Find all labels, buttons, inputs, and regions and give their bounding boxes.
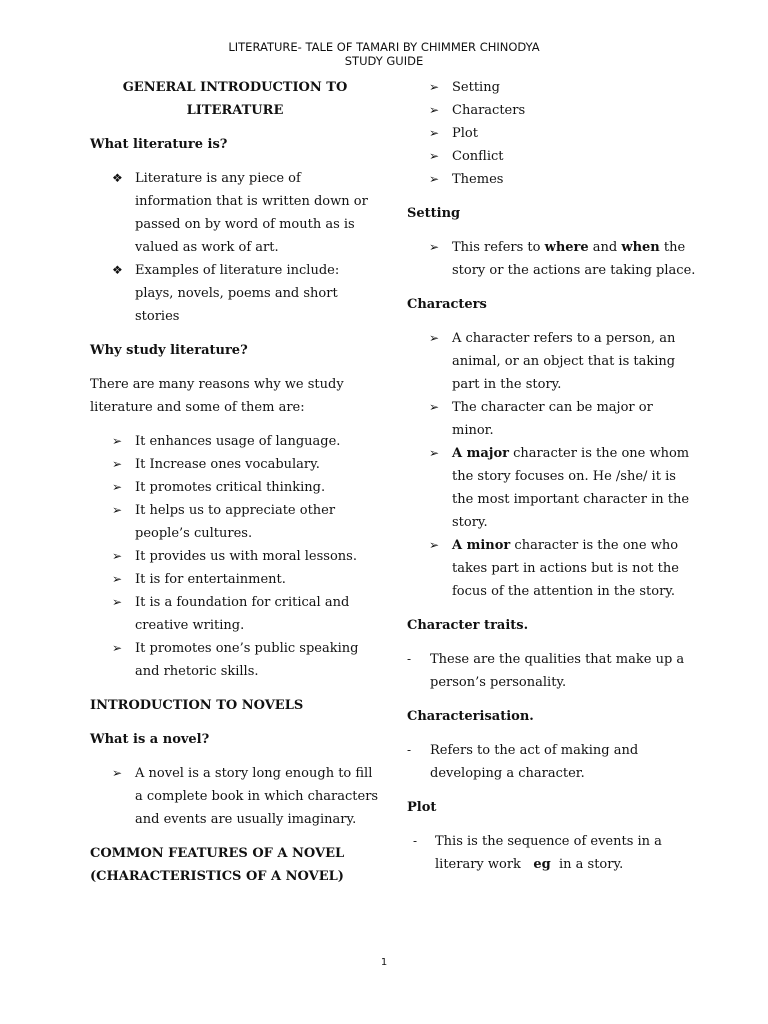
- heading-setting: Setting: [407, 206, 461, 221]
- list-item: ❖ Literature is any piece of information that is written down or passed on by word of mouth as is valued as work of art.: [90, 167, 380, 259]
- header-title: LITERATURE- TALE OF TAMARI BY CHIMMER CHINODYA: [228, 40, 540, 54]
- diamond-bullet-icon: ❖: [112, 171, 123, 185]
- right-column: [407, 76, 697, 876]
- features-list: [407, 76, 697, 191]
- arrow-bullet-icon: ➢: [112, 766, 123, 780]
- heading-characteristics: (CHARACTERISTICS OF A NOVEL): [90, 869, 344, 884]
- list-item: ➢ Plot: [407, 122, 697, 145]
- list-item: ➢ Themes: [407, 168, 697, 191]
- arrow-bullet-icon: ➢: [429, 126, 440, 140]
- arrow-bullet-icon: ➢: [112, 572, 123, 586]
- heading-what-novel: What is a novel?: [90, 732, 210, 747]
- arrow-bullet-icon: ➢: [429, 331, 440, 345]
- arrow-bullet-icon: ➢: [429, 446, 440, 460]
- arrow-bullet-icon: ➢: [112, 503, 123, 517]
- arrow-bullet-icon: ➢: [429, 172, 440, 186]
- characterisation-list: [407, 739, 697, 785]
- arrow-bullet-icon: ➢: [112, 480, 123, 494]
- arrow-bullet-icon: ➢: [112, 549, 123, 563]
- list-item: - Refers to the act of making and developing a character.: [407, 739, 697, 785]
- list-item: ➢ Characters: [407, 99, 697, 122]
- list-item: ➢ It helps us to appreciate other people’s cultures.: [90, 499, 380, 545]
- list-item: ➢ A character refers to a person, an animal, or an object that is taking part in the story.: [407, 327, 697, 396]
- list-item: ➢ It is a foundation for critical and creative writing.: [90, 591, 380, 637]
- list-item: ➢ Conflict: [407, 145, 697, 168]
- list-item: ❖ Examples of literature include: plays, novels, poems and short stories: [90, 259, 380, 328]
- heading-intro-novels: INTRODUCTION TO NOVELS: [90, 698, 304, 713]
- arrow-bullet-icon: ➢: [429, 80, 440, 94]
- arrow-bullet-icon: ➢: [429, 538, 440, 552]
- list-item: ➢ It provides us with moral lessons.: [90, 545, 380, 568]
- arrow-bullet-icon: ➢: [429, 149, 440, 163]
- left-column: [90, 76, 380, 888]
- list-item: ➢ It is for entertainment.: [90, 568, 380, 591]
- plot-list: [407, 830, 697, 876]
- heading-common-features: COMMON FEATURES OF A NOVEL: [90, 846, 345, 861]
- diamond-bullet-icon: ❖: [112, 263, 123, 277]
- list-item: ➢ A novel is a story long enough to fill a complete book in which characters and events are usually imaginary.: [90, 762, 380, 831]
- arrow-bullet-icon: ➢: [112, 641, 123, 655]
- heading-characterisation: Characterisation.: [407, 709, 534, 724]
- arrow-bullet-icon: ➢: [429, 103, 440, 117]
- heading-why-study: Why study literature?: [90, 343, 248, 358]
- list-item: ➢ This refers to where and when the story or the actions are taking place.: [407, 236, 697, 282]
- arrow-bullet-icon: ➢: [112, 595, 123, 609]
- list-item: ➢ A major character is the one whom the story focuses on. He /she/ it is the most important character in the story.: [407, 442, 697, 534]
- list-item: ➢ It Increase ones vocabulary.: [90, 453, 380, 476]
- arrow-bullet-icon: ➢: [429, 240, 440, 254]
- list-item: - These are the qualities that make up a person’s personality.: [407, 648, 697, 694]
- list-item: ➢ It promotes critical thinking.: [90, 476, 380, 499]
- list-item: - This is the sequence of events in a literary work eg in a story.: [407, 830, 697, 876]
- heading-plot: Plot: [407, 800, 437, 815]
- heading-characters: Characters: [407, 297, 487, 312]
- list-item: ➢ It promotes one’s public speaking and rhetoric skills.: [90, 637, 380, 683]
- heading-character-traits: Character traits.: [407, 618, 529, 633]
- heading-what-literature: What literature is?: [90, 137, 228, 152]
- setting-list: [407, 236, 697, 282]
- section-title-general-intro: GENERAL INTRODUCTION TO: [122, 80, 348, 95]
- what-literature-list: [90, 167, 380, 328]
- page-number: 1: [380, 957, 388, 968]
- dash-bullet-icon: -: [407, 743, 412, 757]
- list-item: ➢ Setting: [407, 76, 697, 99]
- header-subtitle: STUDY GUIDE: [344, 54, 424, 68]
- list-item: ➢ It enhances usage of language.: [90, 430, 380, 453]
- traits-list: [407, 648, 697, 694]
- why-study-list: [90, 430, 380, 683]
- arrow-bullet-icon: ➢: [112, 457, 123, 471]
- list-item: ➢ A minor character is the one who takes part in actions but is not the focus of the attention in the story.: [407, 534, 697, 603]
- why-intro-paragraph: There are many reasons why we study literature and some of them are:: [90, 377, 344, 415]
- characters-list: [407, 327, 697, 603]
- arrow-bullet-icon: ➢: [429, 400, 440, 414]
- document-header: [0, 40, 768, 68]
- arrow-bullet-icon: ➢: [112, 434, 123, 448]
- dash-bullet-icon: -: [407, 652, 412, 666]
- section-title-literature: LITERATURE: [186, 103, 284, 118]
- dash-bullet-icon: -: [413, 834, 418, 848]
- list-item: ➢ The character can be major or minor.: [407, 396, 697, 442]
- novel-list: [90, 762, 380, 831]
